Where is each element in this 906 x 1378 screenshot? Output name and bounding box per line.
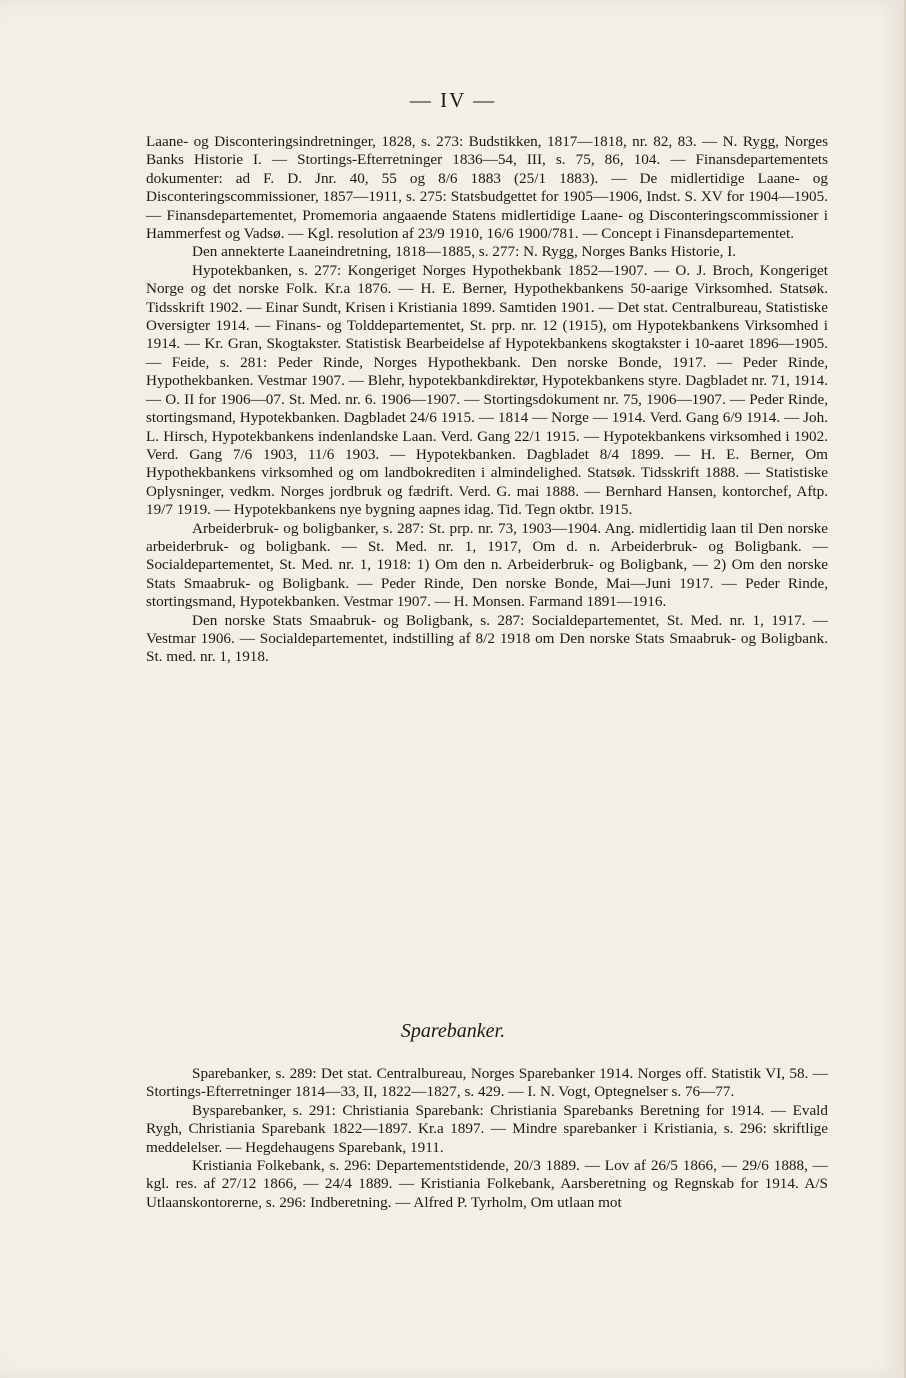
bibliography-paragraph: Arbeiderbruk- og boligbanker, s. 287: St. prp. nr. 73, 1903—1904. Ang. midlertidig laan til Den norske arbeiderbruk- og boligbank. — St. Med. nr. 1, 1917, Om d. n. Arbeiderbruk- og Boligbank. — Socialdepartementet, St. Med. nr. 1, 1918: 1) Om den n. Arbeiderbruk- og Boligbank, — 2) Om den norske Stats Smaabruk- og Boligbank. — Peder Rinde, Den norske Bonde, Mai—Juni 1917. — Peder Rinde, stortingsmand, Hypotekbanken. Vestmar 1907. — H. Monsen. Farmand 1891—1916. bbox=[146, 519, 828, 611]
bibliography-paragraph: Bysparebanker, s. 291: Christiania Sparebank: Christiania Sparebanks Beretning for 1914. — Evald Rygh, Christiania Sparebank 1822—1897. Kr.a 1897. — Mindre sparebanker i Kristiania, s. 296: skriftlige meddelelser. — Hegdehaugens Sparebank, 1911. bbox=[146, 1101, 828, 1156]
section-heading: Sparebanker. bbox=[400, 1020, 506, 1042]
bibliography-paragraph: Laane- og Disconteringsindretninger, 1828, s. 273: Budstikken, 1817—1818, nr. 82, 83. — N. Rygg, Norges Banks Historie I. — Stortings-Efterretninger 1836—54, III, s. 75, 86, 104. — Finansdepartementets dokumenter: ad F. D. Jnr. 40, 55 og 8/6 1883 (25/1 1883). — De midlertidige Laane- og Disconteringscommissioner, 1857—1911, s. 275: Statsbudgettet for 1905—1906, Indst. S. XV for 1904—1905. — Finansdepartementet, Promemoria angaaende Statens midlertidige Laane- og Disconteringscommissioner i Hammerfest og Vadsø. — Kgl. resolution af 23/9 1910, 16/6 1900/781. — Concept i Finansdepartementet. bbox=[146, 133, 828, 243]
bibliography-paragraph: Sparebanker, s. 289: Det stat. Centralbureau, Norges Sparebanker 1914. Norges off. Statistik VI, 58. — Stortings-Efterretninger 1814—33, II, 1822—1827, s. 429. — I. N. Vogt, Optegnelser s. 76—77. bbox=[146, 1065, 828, 1101]
bibliography-paragraph: Den norske Stats Smaabruk- og Boligbank, s. 287: Socialdepartementet, St. Med. nr. 1, 1917. — Vestmar 1906. — Socialdepartementet, indstilling af 8/2 1918 om Den norske Stats Smaabruk- og Boligbank. St. med. nr. 1, 1918. bbox=[146, 611, 828, 666]
bibliography-paragraph: Hypotekbanken, s. 277: Kongeriget Norges Hypothekbank 1852—1907. — O. J. Broch, Kongeriget Norge og det norske Folk. Kr.a 1876. — H. E. Berner, Hypothekbankens 50-aarige Virksomhed. Statsøk. Tidsskrift 1902. — Einar Sundt, Krisen i Kristiania 1899. Samtiden 1901. — Det stat. Centralbureau, Statistiske Oversigter 1914. — Finans- og Tolddepartementet, St. prp. nr. 12 (1915), om Hypotekbankens Virksomhed i 1914. — Kr. Gran, Skogtakster. Statistisk Bearbeidelse af Hypotekbankens skogtakster i 10-aaret 1896—1905. — Feide, s. 281: Peder Rinde, Norges Hypothekbank. Den norske Bonde, 1917. — Peder Rinde, Hypothekbanken. Vestmar 1907. — Blehr, hypotekbankdirektør, Hypotekbankens styre. Dagbladet nr. 71, 1914. — O. II for 1906—07. St. Med. nr. 6. 1906—1907. — Stortingsdokument nr. 75, 1906—1907. — Peder Rinde, stortingsmand, Hypotekbanken. Dagbladet 24/6 1915. — 1814 — Norge — 1914. Verd. Gang 6/9 1914. — Joh. L. Hirsch, Hypotekbankens indenlandske Laan. Verd. Gang 22/1 1915. — Hypotekbankens virksomhed i 1902. Verd. Gang 7/6 1903, 11/6 1903. — Hypotekbanken. Dagbladet 8/4 1899. — H. E. Berner, Om Hypothekbankens virksomhed og om landbokrediten i almindelighed. Statsøk. Tidsskrift 1888. — Statistiske Oplysninger, vedkm. Norges jordbruk og fædrift. Verd. G. mai 1888. — Bernhard Hansen, kontorchef, Aftp. 19/7 1919. — Hypotekbankens nye bygning aapnes idag. Tid. Tegn oktbr. 1915. bbox=[146, 261, 828, 519]
bibliography-paragraph: Den annekterte Laaneindretning, 1818—1885, s. 277: N. Rygg, Norges Banks Historie, I. bbox=[192, 243, 737, 261]
bibliography-lower-block bbox=[146, 1065, 828, 1212]
page-number: — IV — bbox=[409, 88, 497, 112]
bibliography-paragraph: Kristiania Folkebank, s. 296: Departementstidende, 20/3 1889. — Lov af 26/5 1866, — 29/6 1888, — kgl. res. af 27/12 1866, — 24/4 1889. — Kristiania Folkebank, Aarsberetning og Regnskab for 1914. A/S Utlaanskontorerne, s. 296: Indberetning. — Alfred P. Tyrholm, Om utlaan mot bbox=[146, 1157, 828, 1211]
bibliography-upper-block bbox=[146, 133, 828, 667]
